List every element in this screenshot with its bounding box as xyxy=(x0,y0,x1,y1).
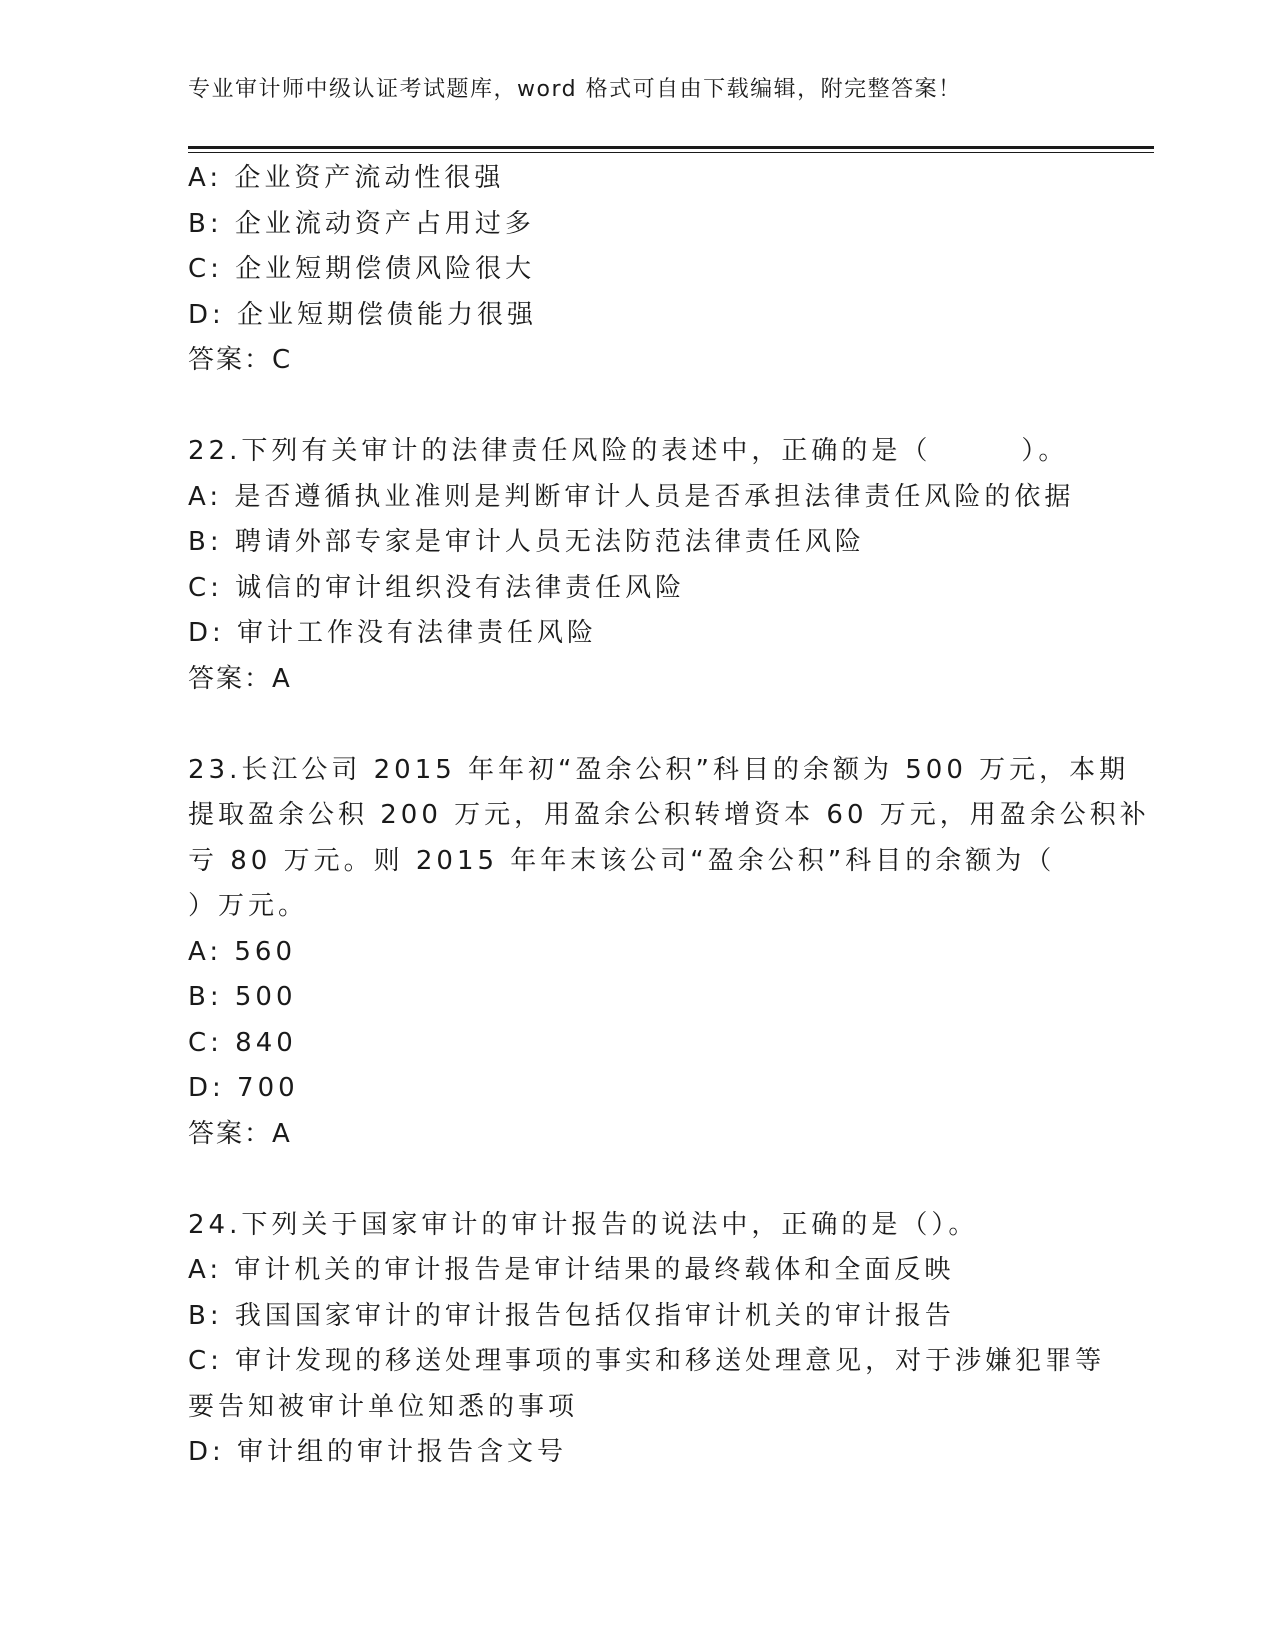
question-24 xyxy=(188,1203,1106,1476)
option-a: A: 560 xyxy=(188,936,296,967)
answer-line: 答案：A xyxy=(188,663,292,694)
document-body xyxy=(188,156,1150,1476)
question-22 xyxy=(188,429,1088,702)
option-a: A: 审计机关的审计报告是审计结果的最终载体和全面反映 xyxy=(188,1255,955,1285)
question-stem-line: 提取盈余公积 200 万元，用盈余公积转增资本 60 万元，用盈余公积补 xyxy=(188,800,1150,830)
option-b: B: 500 xyxy=(188,982,297,1012)
question-23 xyxy=(188,748,1150,1158)
header-rule-thin xyxy=(188,152,1154,153)
option-a: A: 是否遵循执业准则是判断审计人员是否承担法律责任风险的依据 xyxy=(188,481,1075,512)
question-stem-line: 23.长江公司 2015 年年初“盈余公积”科目的余额为 500 万元，本期 xyxy=(188,754,1130,785)
option-d: D: 审计工作没有法律责任风险 xyxy=(188,618,598,648)
option-b: B: 企业流动资产占用过多 xyxy=(188,208,535,239)
question-stem: 22.下列有关审计的法律责任风险的表述中，正确的是（ ）。 xyxy=(188,436,1069,466)
option-c: C: 审计发现的移送处理事项的事实和移送处理意见，对于涉嫌犯罪等 xyxy=(188,1346,1106,1376)
question-prev-continuation xyxy=(188,156,1088,384)
option-d: D: 企业短期偿债能力很强 xyxy=(188,299,538,330)
question-stem-line: 亏 80 万元。则 2015 年年末该公司“盈余公积”科目的余额为（ xyxy=(188,845,1056,876)
answer-line: 答案：C xyxy=(188,345,293,375)
option-b: B: 我国国家审计的审计报告包括仅指审计机关的审计报告 xyxy=(188,1300,955,1331)
question-stem: 24.下列关于国家审计的审计报告的说法中，正确的是（）。 xyxy=(188,1209,979,1240)
option-b: B: 聘请外部专家是审计人员无法防范法律责任风险 xyxy=(188,527,865,557)
question-stem-line: ）万元。 xyxy=(188,891,309,921)
option-c-continued: 要告知被审计单位知悉的事项 xyxy=(188,1391,579,1422)
option-c: C: 840 xyxy=(188,1027,297,1058)
option-c: C: 诚信的审计组织没有法律责任风险 xyxy=(188,572,686,603)
option-a: A: 企业资产流动性很强 xyxy=(188,163,505,193)
option-c: C: 企业短期偿债风险很大 xyxy=(188,254,536,284)
option-d: D: 700 xyxy=(188,1073,299,1103)
answer-line: 答案：A xyxy=(188,1118,292,1149)
page-header: 专业审计师中级认证考试题库，word 格式可自由下载编辑，附完整答案！ xyxy=(188,77,962,102)
header-rule-thick xyxy=(188,146,1154,149)
option-d: D: 审计组的审计报告含文号 xyxy=(188,1437,568,1467)
